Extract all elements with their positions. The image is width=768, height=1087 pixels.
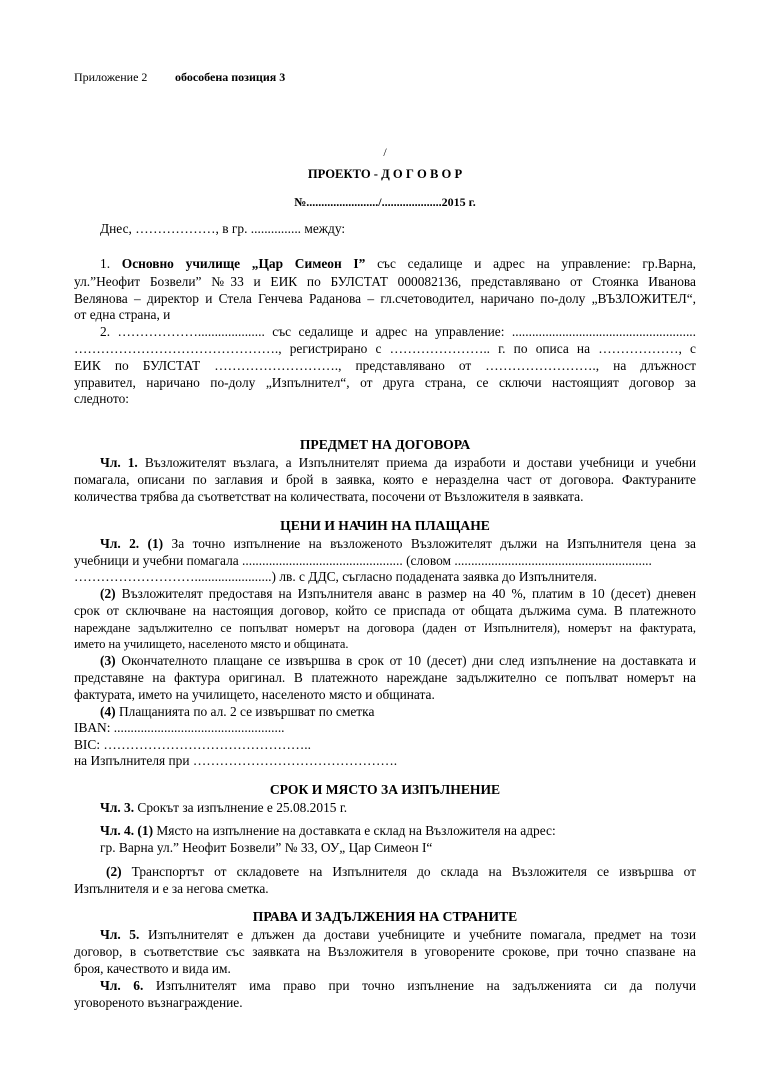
article2-p2-line3: нареждане задължително се попълват номерът на договора (даден от Изпълнителя), номерът на фактурата, — [74, 621, 696, 635]
article1-line2: помагала, описани по заглавия и брой в заявка, която е неразделна част от договора. Фактураните — [74, 472, 696, 487]
party1-line1: 1. Основно училище „Цар Симеон I” със седалище и адрес на управление: гр.Варна, — [100, 256, 696, 271]
position-label: обособена позиция 3 — [175, 70, 286, 84]
party2-line4: управител, наричано по-долу „Изпълнител“, от друга страна, се сключи настоящият договор за — [74, 375, 696, 390]
article6-line2: уговореното възнаграждение. — [74, 995, 243, 1010]
party2-line5: следното: — [74, 391, 129, 406]
section-subject-heading: ПРЕДМЕТ НА ДОГОВОРА — [299, 437, 471, 452]
article3-line: Чл. 3. Срокът за изпълнение е 25.08.2015 г. — [100, 800, 348, 815]
article2-line1: Чл. 2. (1) За точно изпълнение на възложеното Възложителят дължи на Изпълнителя цена за — [100, 536, 696, 551]
slash-mark: / — [383, 145, 387, 159]
article6-line1: Чл. 6. Изпълнителят има право при точно изпълнение на задълженията си да получи — [100, 978, 696, 993]
party1-line4: от една страна, и — [74, 307, 171, 322]
article2-p3-line2: представяне на фактура оригинал. В платежното нареждане задължително се попълват номерът на — [74, 670, 696, 685]
article5-line1: Чл. 5. Изпълнителят е длъжен да достави учебниците и учебните помагала, предмет на този — [100, 927, 696, 942]
section-prices-heading: ЦЕНИ И НАЧИН НА ПЛАЩАНЕ — [280, 518, 490, 533]
article2-p3-line3: фактурата, името на училището, населеното място и общината. — [74, 687, 435, 702]
article4-line1: Чл. 4. (1) Място на изпълнение на доставката е склад на Възложителя на адрес: — [100, 823, 556, 838]
iban-line: IBAN: ................................................... — [74, 720, 285, 735]
article2-line2: учебници и учебни помагала ................................................ (словом ........................................................... — [74, 553, 652, 568]
party2-line2: ………………………………………., регистрирано с ………………….. г. по описа на ………………, с — [74, 341, 696, 356]
contract-title: ПРОЕКТО - Д О Г О В О Р — [307, 167, 463, 181]
article5-line3: броя, качеството и вида им. — [74, 961, 231, 976]
article2-p2-line4: името на училището, населеното място и общината. — [74, 637, 349, 651]
bank-line: на Изпълнителя при ………………………………………. — [74, 753, 398, 768]
contract-number: №......................../....................2015 г. — [294, 195, 476, 209]
appendix-label: Приложение 2 — [74, 70, 148, 84]
party1-line3: Велянова – директор и Стела Генчева Раданова – гл.счетоводител, наричано по-долу „ВЪЗЛОЖИТЕЛ“, — [74, 291, 696, 306]
article2-p2-line1: (2) Възложителят предоставя на Изпълнителя аванс в размер на 40 %, платим в 10 (десет) дневен — [100, 586, 696, 601]
party2-line3: ЕИК по БУЛСТАТ ………………………., представлявано от ……………………., на длъжност — [74, 358, 696, 373]
article1-line3: количества трябва да съответстват на количествата, посочени от Възложителя в заявката. — [74, 489, 584, 504]
article4-p2-line1: (2) Транспортът от складовете на Изпълнителя до склада на Възложителя се извършва от — [106, 864, 696, 879]
party1-line2: ул.”Неофит Бозвели” №33 и ЕИК по БУЛСТАТ 000082136, представлявано от Стоянка Иванова — [74, 274, 696, 289]
article2-line3: ……………………….......................) лв. с ДДС, съгласно подадената заявка до Изпълнителя. — [74, 569, 597, 584]
article5-line2: договор, в съответствие със заявката на Възложителя в уговорените срокове, при точно спазване на — [74, 944, 696, 959]
party2-line1: 2. ……………….................... със седалище и адрес на управление: ....................................................... — [100, 324, 696, 339]
article4-p2-line2: Изпълнителя и е за негова сметка. — [74, 881, 269, 896]
section-rights-heading: ПРАВА И ЗАДЪЛЖЕНИЯ НА СТРАНИТЕ — [252, 909, 518, 924]
section-term-heading: СРОК И МЯСТО ЗА ИЗПЪЛНЕНИЕ — [269, 782, 501, 797]
article2-p3-line1: (3) Окончателното плащане се извършва в срок от 10 (десет) дни след изпълнение на доставката и — [100, 653, 696, 668]
article4-line2: гр. Варна ул.” Неофит Бозвели” № 33, ОУ„ Цар Симеон I“ — [100, 840, 433, 855]
article2-p2-line2: срок от сключване на настоящия договор, който се приспада от общата дължима сума. В платежното — [74, 603, 696, 618]
bic-line: BIC: ……………………………………….. — [74, 737, 311, 752]
article2-p4-line1: (4) Плащанията по ал. 2 се извършват по сметка — [100, 704, 375, 719]
date-line: Днес, ………………, в гр. ............... между: — [100, 221, 346, 236]
article1-line1: Чл. 1. Възложителят възлага, а Изпълнителят приема да изработи и достави учебници и учебни — [100, 455, 696, 470]
